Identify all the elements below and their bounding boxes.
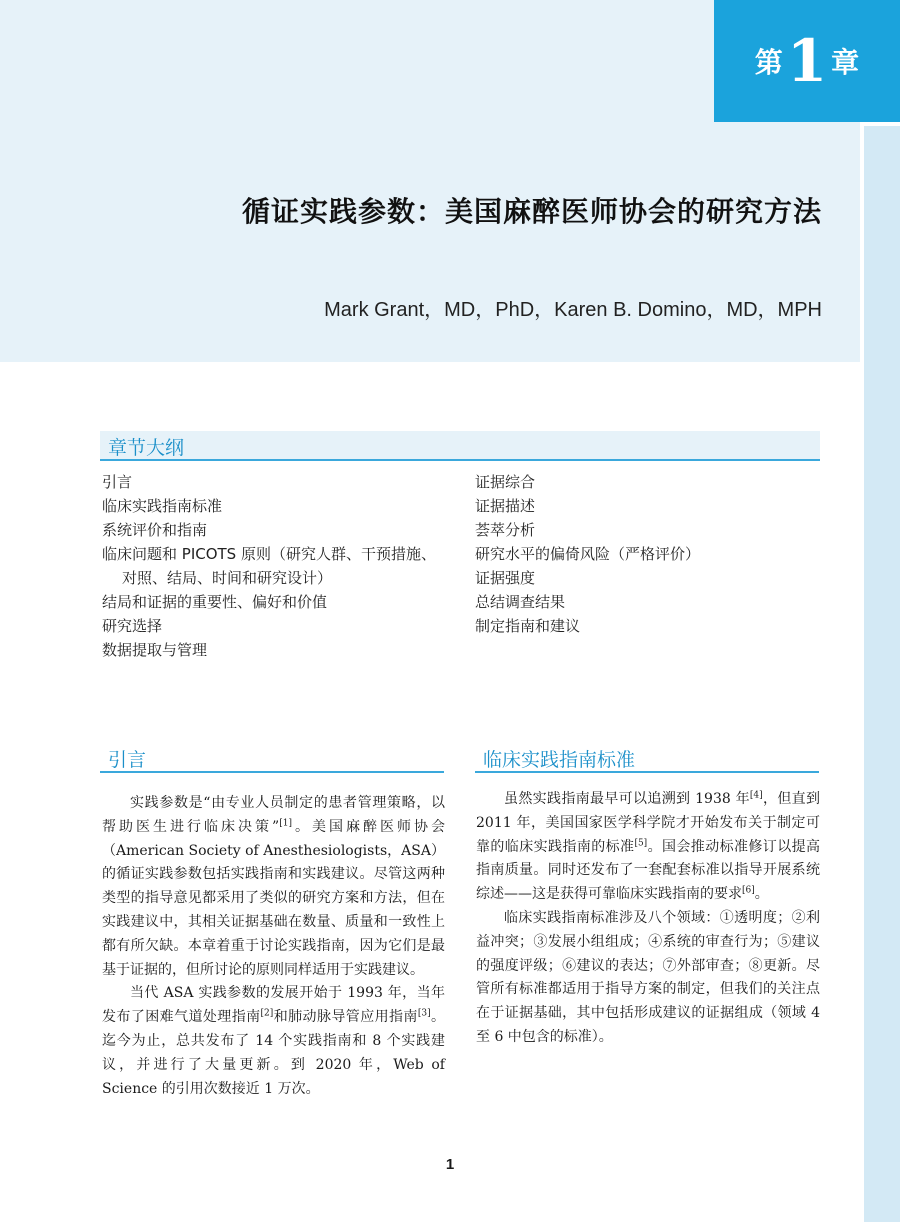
chapter-prefix: 第 bbox=[754, 46, 783, 79]
text-run: 和肺动脉导管应用指南 bbox=[273, 1009, 418, 1026]
outline-item[interactable]: 荟萃分析 bbox=[475, 521, 536, 539]
outline-right-column bbox=[475, 470, 835, 638]
outline-item[interactable]: 证据描述 bbox=[475, 497, 536, 515]
text-run: 。国会推动标准修订以提高指南质量。同时还发布了一套配套标准以指导开展系统综述——这是获得可靠临床实践指南的要求 bbox=[476, 838, 821, 903]
text-run: 。迄今为止，总共发布了 14 个实践指南和 8 个实践建议，并进行了大量更新。到 2020 年，Web of Science 的引用次数接近 1 万次。 bbox=[102, 1009, 446, 1097]
citation-ref[interactable]: [4] bbox=[749, 790, 763, 801]
outline-item[interactable]: 总结调查结果 bbox=[475, 593, 566, 611]
text-run: ，但直到 2011 年，美国国家医学科学院才开始发布关于制定可靠的临床实践指南的标准 bbox=[476, 791, 820, 855]
section-heading-text: 临床实践指南标准 bbox=[483, 749, 636, 771]
intro-paragraph-2 bbox=[102, 982, 445, 1101]
outline-left-column bbox=[102, 470, 472, 662]
outline-item[interactable]: 临床实践指南标准 bbox=[102, 497, 223, 515]
text-run: 临床实践指南标准涉及八个领域：①透明度；②利益冲突；③发展小组组成；④系统的审查行为；⑤建议的强度评级；⑥建议的表达；⑦外部审查；⑧更新。尽管所有标准都适用于指导方案的制定，但我们的关注点在于证据基础，其中包括形成建议的证据组成（领域 4 至 6 中包含的标准）。 bbox=[476, 909, 820, 1045]
outline-item[interactable]: 数据提取与管理 bbox=[102, 641, 208, 659]
section-heading-intro bbox=[100, 743, 444, 773]
outline-item[interactable]: 结局和证据的重要性、偏好和价值 bbox=[102, 593, 328, 611]
citation-ref[interactable]: [3] bbox=[417, 1008, 431, 1019]
standards-paragraph-1 bbox=[476, 788, 820, 907]
authors: Mark Grant，MD，PhD，Karen B. Domino，MD，MPH bbox=[324, 299, 822, 321]
side-strip bbox=[864, 126, 900, 1222]
outline-item[interactable]: 研究水平的偏倚风险（严格评价） bbox=[475, 545, 701, 563]
text-run: 。 bbox=[754, 886, 769, 903]
intro-paragraph-1 bbox=[102, 792, 445, 982]
citation-ref[interactable]: [6] bbox=[742, 885, 755, 896]
chapter-title: 循证实践参数：美国麻醉医师协会的研究方法 bbox=[241, 195, 822, 228]
text-run: 。美国麻醉医师协会（American Society of Anesthesiologists，ASA）的循证实践参数包括实践指南和实践建议。尽管这两种类型的指导意见都采用了类似的研究方案和方法，但在实践建议中，其相关证据基础在数量、质量和一致性上都有所欠缺。本章着重于讨论实践指南，因为它们是最基于证据的，但所讨论的原则同样适用于实践建议。 bbox=[102, 818, 445, 978]
guideline-standards-body bbox=[476, 788, 820, 1050]
citation-ref[interactable]: [5] bbox=[634, 837, 648, 848]
chapter-suffix: 章 bbox=[831, 46, 860, 79]
outline-header bbox=[100, 431, 820, 461]
chapter-number: 1 bbox=[786, 27, 828, 95]
section-heading-text: 引言 bbox=[108, 749, 147, 771]
outline-item[interactable]: 系统评价和指南 bbox=[102, 521, 208, 539]
outline-title: 章节大纲 bbox=[108, 437, 185, 459]
page-number: 1 bbox=[445, 1156, 455, 1173]
outline-item[interactable]: 引言 bbox=[102, 473, 133, 491]
outline-item[interactable]: 制定指南和建议 bbox=[475, 617, 581, 635]
outline-item[interactable]: 临床问题和 PICOTS 原则（研究人群、干预措施、 bbox=[102, 545, 436, 563]
outline-item[interactable]: 证据综合 bbox=[475, 473, 536, 491]
outline-item-continuation[interactable]: 对照、结局、时间和研究设计） bbox=[122, 569, 333, 587]
standards-paragraph-2 bbox=[476, 907, 820, 1050]
text-run: 实践参数是“由专业人员制定的患者管理策略，以帮助医生进行临床决策” bbox=[102, 795, 445, 835]
chapter-tab bbox=[714, 0, 900, 122]
citation-ref[interactable]: [1] bbox=[279, 818, 292, 829]
outline-item[interactable]: 证据强度 bbox=[475, 569, 536, 587]
text-run: 虽然实践指南最早可以追溯到 1938 年 bbox=[504, 791, 750, 807]
text-run: 当代 ASA 实践参数的发展开始于 1993 年，当年发布了困难气道处理指南 bbox=[102, 985, 445, 1026]
section-heading-guideline-standards bbox=[475, 743, 819, 773]
intro-body bbox=[102, 792, 445, 1101]
citation-ref[interactable]: [2] bbox=[260, 1008, 274, 1019]
outline-item[interactable]: 研究选择 bbox=[102, 617, 163, 635]
